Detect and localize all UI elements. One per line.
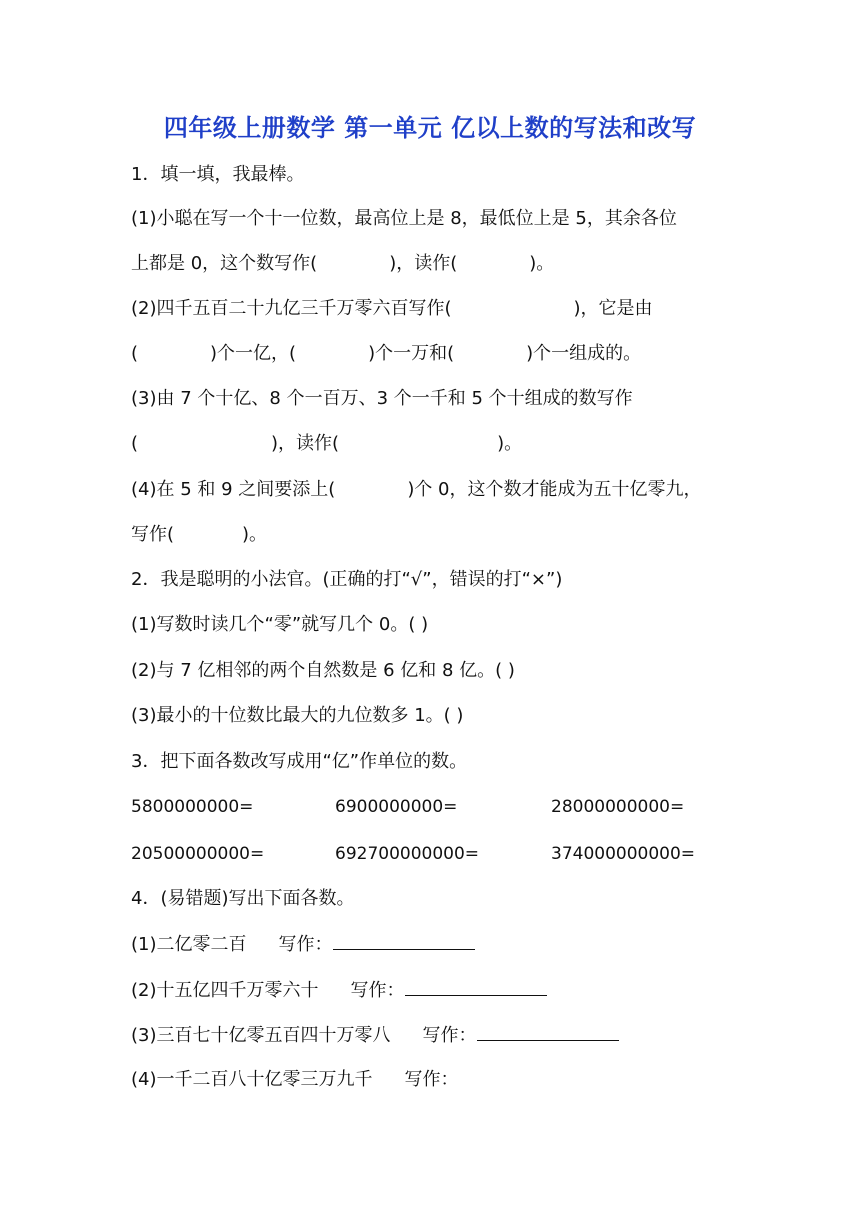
q1-p2-text-b: )，它是由 — [573, 298, 653, 319]
q2-heading: 2．我是聪明的小法官。(正确的打“√”，错误的打“×”) — [131, 569, 563, 590]
q1-p2-text-c: ( — [131, 343, 139, 364]
q4-heading: 4．(易错题)写出下面各数。 — [131, 888, 355, 909]
q4-item-3-write-label: 写作： — [422, 1025, 477, 1046]
q1-p2-text-a: (2)四千五百二十九亿三千万零六百写作( — [131, 298, 452, 319]
q3-r2-c1[interactable]: 20500000000= — [131, 844, 265, 864]
q4-item-3-answer-line[interactable] — [477, 1022, 619, 1041]
q3-r2-c2[interactable]: 692700000000= — [335, 844, 480, 864]
q1-p4-line2 — [131, 522, 267, 548]
q2-item-1[interactable]: (1)写数时读几个“零”就写几个 0。( ) — [131, 614, 429, 635]
q1-p1-line1: (1)小聪在写一个十一位数，最高位上是 8，最低位上是 5，其余各位 — [131, 208, 677, 229]
q4-item-1-text: (1)二亿零二百 — [131, 934, 247, 955]
q1-p3-text-a: ( — [131, 433, 139, 454]
q1-p1-text-c: )。 — [529, 253, 555, 274]
q3-r1-c1[interactable]: 5800000000= — [131, 797, 254, 817]
q1-p2-text-f: )个一组成的。 — [526, 343, 642, 364]
q3-r1-c3[interactable]: 28000000000= — [551, 797, 685, 817]
q4-item-2-write-label: 写作： — [350, 980, 405, 1001]
q1-p3-line2 — [131, 431, 522, 457]
q1-heading: 1．填一填，我最棒。 — [131, 164, 305, 185]
q4-item-2-text: (2)十五亿四千万零六十 — [131, 980, 319, 1001]
q1-p4-text-c: 写作( — [131, 524, 175, 545]
q1-p1-text-b: )，读作( — [389, 253, 458, 274]
q1-p3-line1: (3)由 7 个十亿、8 个一百万、3 个一千和 5 个十组成的数写作 — [131, 388, 633, 409]
q3-r2-c3[interactable]: 374000000000= — [551, 844, 696, 864]
q4-item-4-text: (4)一千二百八十亿零三万九千 — [131, 1069, 373, 1090]
q1-p2-text-d: )个一亿，( — [210, 343, 297, 364]
q4-item-1 — [131, 931, 475, 958]
q1-p3-text-b: )，读作( — [271, 433, 340, 454]
q4-item-2 — [131, 977, 547, 1004]
q4-item-4 — [131, 1067, 459, 1093]
q4-item-2-answer-line[interactable] — [405, 977, 547, 996]
q1-p4-line1 — [131, 477, 702, 503]
q1-p2-text-e: )个一万和( — [368, 343, 455, 364]
q1-p2-line2 — [131, 341, 641, 367]
q4-item-1-answer-line[interactable] — [333, 931, 475, 950]
q4-item-1-write-label: 写作： — [278, 934, 333, 955]
q1-p1-line2 — [131, 251, 554, 277]
q1-p4-text-d: )。 — [242, 524, 268, 545]
q1-p4-text-b: )个 0，这个数才能成为五十亿零九， — [407, 479, 702, 500]
q3-r1-c2[interactable]: 6900000000= — [335, 797, 458, 817]
q1-p1-text-a: 上都是 0，这个数写作( — [131, 253, 318, 274]
q1-p2-line1 — [131, 296, 653, 322]
q2-item-2[interactable]: (2)与 7 亿相邻的两个自然数是 6 亿和 8 亿。( ) — [131, 660, 515, 681]
q4-item-4-write-label: 写作： — [404, 1069, 459, 1090]
q3-heading: 3．把下面各数改写成用“亿”作单位的数。 — [131, 751, 468, 772]
q2-item-3[interactable]: (3)最小的十位数比最大的九位数多 1。( ) — [131, 705, 464, 726]
page-title: 四年级上册数学 第一单元 亿以上数的写法和改写 — [163, 114, 697, 142]
q1-p4-text-a: (4)在 5 和 9 之间要添上( — [131, 479, 336, 500]
q4-item-3-text: (3)三百七十亿零五百四十万零八 — [131, 1025, 391, 1046]
q4-item-3 — [131, 1022, 619, 1049]
q1-p3-text-c: )。 — [497, 433, 523, 454]
